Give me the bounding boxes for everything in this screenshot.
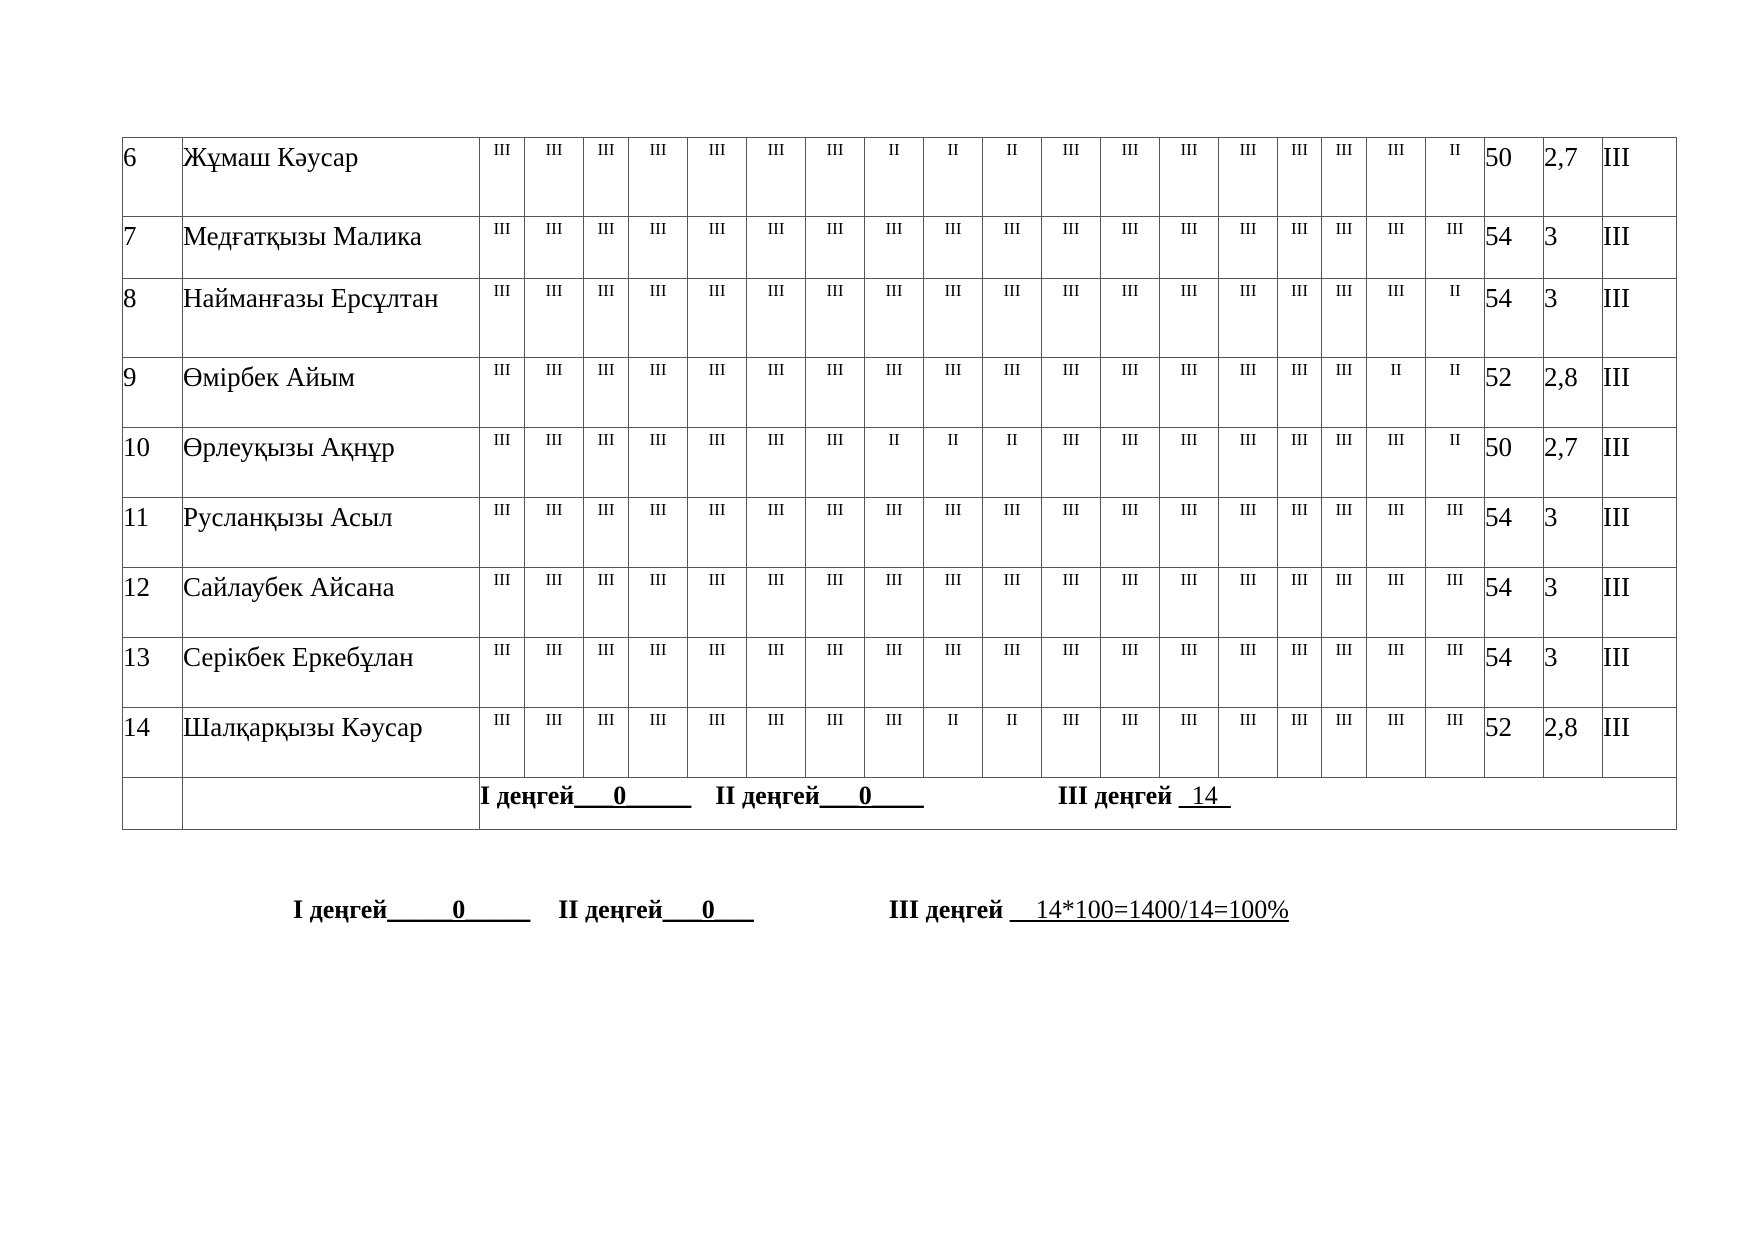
bottom-level1-value: _____0_____ xyxy=(387,895,531,924)
average-score: 2,8 xyxy=(1544,708,1603,778)
student-name: Шалқарқызы Кәусар xyxy=(183,708,480,778)
mark-cell: II xyxy=(924,708,983,778)
level-cell: III xyxy=(1603,358,1677,428)
mark-cell: III xyxy=(1219,358,1278,428)
mark-cell: III xyxy=(688,708,747,778)
table-level3-value: _14_ xyxy=(1178,781,1231,810)
mark-cell: III xyxy=(584,138,629,217)
mark-cell: III xyxy=(1101,279,1160,358)
mark-cell: III xyxy=(1160,279,1219,358)
student-name: Сайлаубек Айсана xyxy=(183,568,480,638)
summary-row xyxy=(123,778,1677,830)
mark-cell: III xyxy=(1219,279,1278,358)
mark-cell: III xyxy=(1042,428,1101,498)
mark-cell: III xyxy=(1219,498,1278,568)
mark-cell: II xyxy=(924,138,983,217)
mark-cell: III xyxy=(1278,498,1322,568)
mark-cell: II xyxy=(1367,358,1426,428)
table-row xyxy=(123,568,1677,638)
results-table xyxy=(122,137,1677,830)
mark-cell: III xyxy=(1160,568,1219,638)
mark-cell: III xyxy=(1101,358,1160,428)
mark-cell: III xyxy=(1042,498,1101,568)
mark-cell: III xyxy=(629,428,688,498)
total-score: 54 xyxy=(1485,279,1544,358)
mark-cell: III xyxy=(806,358,865,428)
mark-cell: III xyxy=(1278,638,1322,708)
mark-cell: III xyxy=(924,638,983,708)
mark-cell: III xyxy=(1160,217,1219,279)
student-name: Найманғазы Ерсұлтан xyxy=(183,279,480,358)
student-name: Жұмаш Кәусар xyxy=(183,138,480,217)
mark-cell: III xyxy=(525,638,584,708)
mark-cell: III xyxy=(865,638,924,708)
mark-cell: III xyxy=(688,638,747,708)
mark-cell: II xyxy=(983,708,1042,778)
mark-cell: III xyxy=(1101,217,1160,279)
mark-cell: III xyxy=(584,279,629,358)
mark-cell: II xyxy=(983,138,1042,217)
mark-cell: III xyxy=(1322,498,1367,568)
mark-cell: III xyxy=(1219,708,1278,778)
mark-cell: III xyxy=(1322,708,1367,778)
mark-cell: III xyxy=(525,279,584,358)
total-score: 50 xyxy=(1485,428,1544,498)
row-number: 14 xyxy=(123,708,183,778)
mark-cell: III xyxy=(688,568,747,638)
mark-cell: III xyxy=(865,358,924,428)
row-number: 11 xyxy=(123,498,183,568)
table-row xyxy=(123,498,1677,568)
student-name: Русланқызы Асыл xyxy=(183,498,480,568)
mark-cell: II xyxy=(865,138,924,217)
mark-cell: III xyxy=(747,638,806,708)
mark-cell: III xyxy=(688,498,747,568)
mark-cell: III xyxy=(1101,498,1160,568)
level-cell: III xyxy=(1603,498,1677,568)
mark-cell: III xyxy=(747,279,806,358)
mark-cell: III xyxy=(1219,638,1278,708)
mark-cell: III xyxy=(865,498,924,568)
total-score: 52 xyxy=(1485,358,1544,428)
table-level1-label: I деңгей xyxy=(480,781,575,810)
mark-cell: III xyxy=(1160,358,1219,428)
average-score: 3 xyxy=(1544,498,1603,568)
mark-cell: III xyxy=(480,138,525,217)
mark-cell: III xyxy=(983,279,1042,358)
bottom-level2-label: II деңгей xyxy=(558,895,663,924)
mark-cell: III xyxy=(1426,568,1485,638)
mark-cell: III xyxy=(1042,638,1101,708)
mark-cell: III xyxy=(525,498,584,568)
table-level2-label: II деңгей xyxy=(715,781,820,810)
mark-cell: III xyxy=(983,358,1042,428)
summary-empty-num xyxy=(123,778,183,830)
mark-cell: III xyxy=(525,217,584,279)
table-level3-label: III деңгей xyxy=(1057,781,1173,810)
mark-cell: III xyxy=(1042,358,1101,428)
table-row xyxy=(123,638,1677,708)
mark-cell: III xyxy=(806,138,865,217)
mark-cell: III xyxy=(1042,568,1101,638)
mark-cell: III xyxy=(747,217,806,279)
mark-cell: III xyxy=(1101,638,1160,708)
mark-cell: III xyxy=(924,568,983,638)
mark-cell: III xyxy=(629,217,688,279)
mark-cell: III xyxy=(983,638,1042,708)
row-number: 10 xyxy=(123,428,183,498)
mark-cell: III xyxy=(983,568,1042,638)
mark-cell: III xyxy=(688,279,747,358)
mark-cell: III xyxy=(1367,498,1426,568)
mark-cell: III xyxy=(584,428,629,498)
mark-cell: III xyxy=(480,568,525,638)
average-score: 3 xyxy=(1544,568,1603,638)
bottom-level3-value: __14*100=1400/14=100% xyxy=(1009,895,1289,924)
student-name: Өрлеуқызы Ақнұр xyxy=(183,428,480,498)
table-level1-value: ___0_____ xyxy=(574,781,692,810)
mark-cell: III xyxy=(1278,217,1322,279)
level-cell: III xyxy=(1603,279,1677,358)
mark-cell: III xyxy=(1101,568,1160,638)
mark-cell: III xyxy=(1322,138,1367,217)
mark-cell: III xyxy=(1322,217,1367,279)
mark-cell: III xyxy=(688,428,747,498)
bottom-summary xyxy=(293,895,1289,925)
average-score: 2,7 xyxy=(1544,428,1603,498)
mark-cell: III xyxy=(865,708,924,778)
mark-cell: III xyxy=(1278,568,1322,638)
mark-cell: III xyxy=(924,358,983,428)
mark-cell: III xyxy=(1278,279,1322,358)
student-name: Медғатқызы Малика xyxy=(183,217,480,279)
mark-cell: III xyxy=(747,138,806,217)
mark-cell: II xyxy=(865,428,924,498)
mark-cell: III xyxy=(806,428,865,498)
row-number: 7 xyxy=(123,217,183,279)
mark-cell: III xyxy=(1219,138,1278,217)
mark-cell: III xyxy=(1278,708,1322,778)
mark-cell: III xyxy=(525,358,584,428)
mark-cell: III xyxy=(584,638,629,708)
mark-cell: III xyxy=(1322,358,1367,428)
mark-cell: II xyxy=(1426,279,1485,358)
mark-cell: III xyxy=(1101,708,1160,778)
level-cell: III xyxy=(1603,217,1677,279)
mark-cell: II xyxy=(983,428,1042,498)
mark-cell: III xyxy=(525,708,584,778)
row-number: 8 xyxy=(123,279,183,358)
total-score: 54 xyxy=(1485,568,1544,638)
summary-empty-name xyxy=(183,778,480,830)
mark-cell: III xyxy=(865,279,924,358)
mark-cell: II xyxy=(1426,358,1485,428)
mark-cell: III xyxy=(688,138,747,217)
mark-cell: III xyxy=(629,568,688,638)
mark-cell: III xyxy=(584,498,629,568)
total-score: 54 xyxy=(1485,217,1544,279)
mark-cell: III xyxy=(688,217,747,279)
mark-cell: III xyxy=(629,138,688,217)
mark-cell: III xyxy=(1367,428,1426,498)
table-level-summary xyxy=(480,778,1677,830)
bottom-level2-value: ___0___ xyxy=(662,895,754,924)
mark-cell: III xyxy=(480,358,525,428)
mark-cell: III xyxy=(629,498,688,568)
mark-cell: III xyxy=(1042,279,1101,358)
mark-cell: III xyxy=(584,217,629,279)
mark-cell: III xyxy=(1042,708,1101,778)
row-number: 13 xyxy=(123,638,183,708)
mark-cell: III xyxy=(480,708,525,778)
mark-cell: III xyxy=(525,568,584,638)
mark-cell: III xyxy=(747,498,806,568)
mark-cell: III xyxy=(1160,428,1219,498)
mark-cell: III xyxy=(584,708,629,778)
mark-cell: III xyxy=(924,217,983,279)
mark-cell: III xyxy=(1042,217,1101,279)
mark-cell: III xyxy=(747,708,806,778)
mark-cell: III xyxy=(1278,428,1322,498)
total-score: 52 xyxy=(1485,708,1544,778)
mark-cell: III xyxy=(747,428,806,498)
mark-cell: III xyxy=(1426,498,1485,568)
mark-cell: III xyxy=(525,138,584,217)
mark-cell: III xyxy=(806,708,865,778)
mark-cell: III xyxy=(806,638,865,708)
mark-cell: III xyxy=(1426,638,1485,708)
student-name: Серікбек Еркебұлан xyxy=(183,638,480,708)
total-score: 54 xyxy=(1485,498,1544,568)
level-cell: III xyxy=(1603,638,1677,708)
total-score: 50 xyxy=(1485,138,1544,217)
mark-cell: II xyxy=(1426,428,1485,498)
mark-cell: III xyxy=(525,428,584,498)
mark-cell: III xyxy=(1160,708,1219,778)
mark-cell: III xyxy=(629,638,688,708)
table-row xyxy=(123,428,1677,498)
mark-cell: III xyxy=(480,279,525,358)
table-row xyxy=(123,217,1677,279)
level-cell: III xyxy=(1603,428,1677,498)
level-cell: III xyxy=(1603,568,1677,638)
mark-cell: III xyxy=(1426,217,1485,279)
mark-cell: II xyxy=(1426,138,1485,217)
mark-cell: III xyxy=(1426,708,1485,778)
average-score: 2,7 xyxy=(1544,138,1603,217)
row-number: 9 xyxy=(123,358,183,428)
mark-cell: III xyxy=(1367,138,1426,217)
bottom-level1-label: I деңгей xyxy=(293,895,388,924)
mark-cell: III xyxy=(806,279,865,358)
mark-cell: III xyxy=(924,279,983,358)
mark-cell: III xyxy=(584,568,629,638)
mark-cell: III xyxy=(1042,138,1101,217)
row-number: 12 xyxy=(123,568,183,638)
mark-cell: III xyxy=(983,498,1042,568)
mark-cell: III xyxy=(865,568,924,638)
mark-cell: III xyxy=(1219,428,1278,498)
mark-cell: III xyxy=(1219,568,1278,638)
average-score: 3 xyxy=(1544,638,1603,708)
mark-cell: III xyxy=(1278,138,1322,217)
mark-cell: III xyxy=(1322,279,1367,358)
mark-cell: III xyxy=(1278,358,1322,428)
mark-cell: III xyxy=(480,217,525,279)
total-score: 54 xyxy=(1485,638,1544,708)
mark-cell: III xyxy=(1322,428,1367,498)
mark-cell: III xyxy=(747,358,806,428)
mark-cell: III xyxy=(1101,138,1160,217)
mark-cell: III xyxy=(747,568,806,638)
mark-cell: III xyxy=(1367,279,1426,358)
mark-cell: III xyxy=(924,498,983,568)
mark-cell: III xyxy=(806,498,865,568)
mark-cell: III xyxy=(1367,638,1426,708)
mark-cell: III xyxy=(629,708,688,778)
mark-cell: III xyxy=(1322,638,1367,708)
mark-cell: III xyxy=(480,428,525,498)
mark-cell: III xyxy=(1367,708,1426,778)
table-row xyxy=(123,358,1677,428)
average-score: 3 xyxy=(1544,279,1603,358)
mark-cell: III xyxy=(865,217,924,279)
table-row xyxy=(123,708,1677,778)
mark-cell: III xyxy=(1322,568,1367,638)
average-score: 3 xyxy=(1544,217,1603,279)
mark-cell: III xyxy=(806,217,865,279)
mark-cell: III xyxy=(1367,568,1426,638)
table-row xyxy=(123,138,1677,217)
mark-cell: III xyxy=(1101,428,1160,498)
level-cell: III xyxy=(1603,708,1677,778)
mark-cell: III xyxy=(1160,638,1219,708)
student-name: Өмірбек Айым xyxy=(183,358,480,428)
mark-cell: III xyxy=(806,568,865,638)
average-score: 2,8 xyxy=(1544,358,1603,428)
mark-cell: III xyxy=(1160,138,1219,217)
mark-cell: II xyxy=(924,428,983,498)
row-number: 6 xyxy=(123,138,183,217)
table-level2-value: ___0____ xyxy=(819,781,924,810)
mark-cell: III xyxy=(480,498,525,568)
mark-cell: III xyxy=(1160,498,1219,568)
mark-cell: III xyxy=(1219,217,1278,279)
mark-cell: III xyxy=(983,217,1042,279)
level-cell: III xyxy=(1603,138,1677,217)
mark-cell: III xyxy=(629,279,688,358)
mark-cell: III xyxy=(629,358,688,428)
table-row xyxy=(123,279,1677,358)
mark-cell: III xyxy=(480,638,525,708)
mark-cell: III xyxy=(1367,217,1426,279)
mark-cell: III xyxy=(688,358,747,428)
bottom-level3-label: III деңгей xyxy=(888,895,1004,924)
mark-cell: III xyxy=(584,358,629,428)
